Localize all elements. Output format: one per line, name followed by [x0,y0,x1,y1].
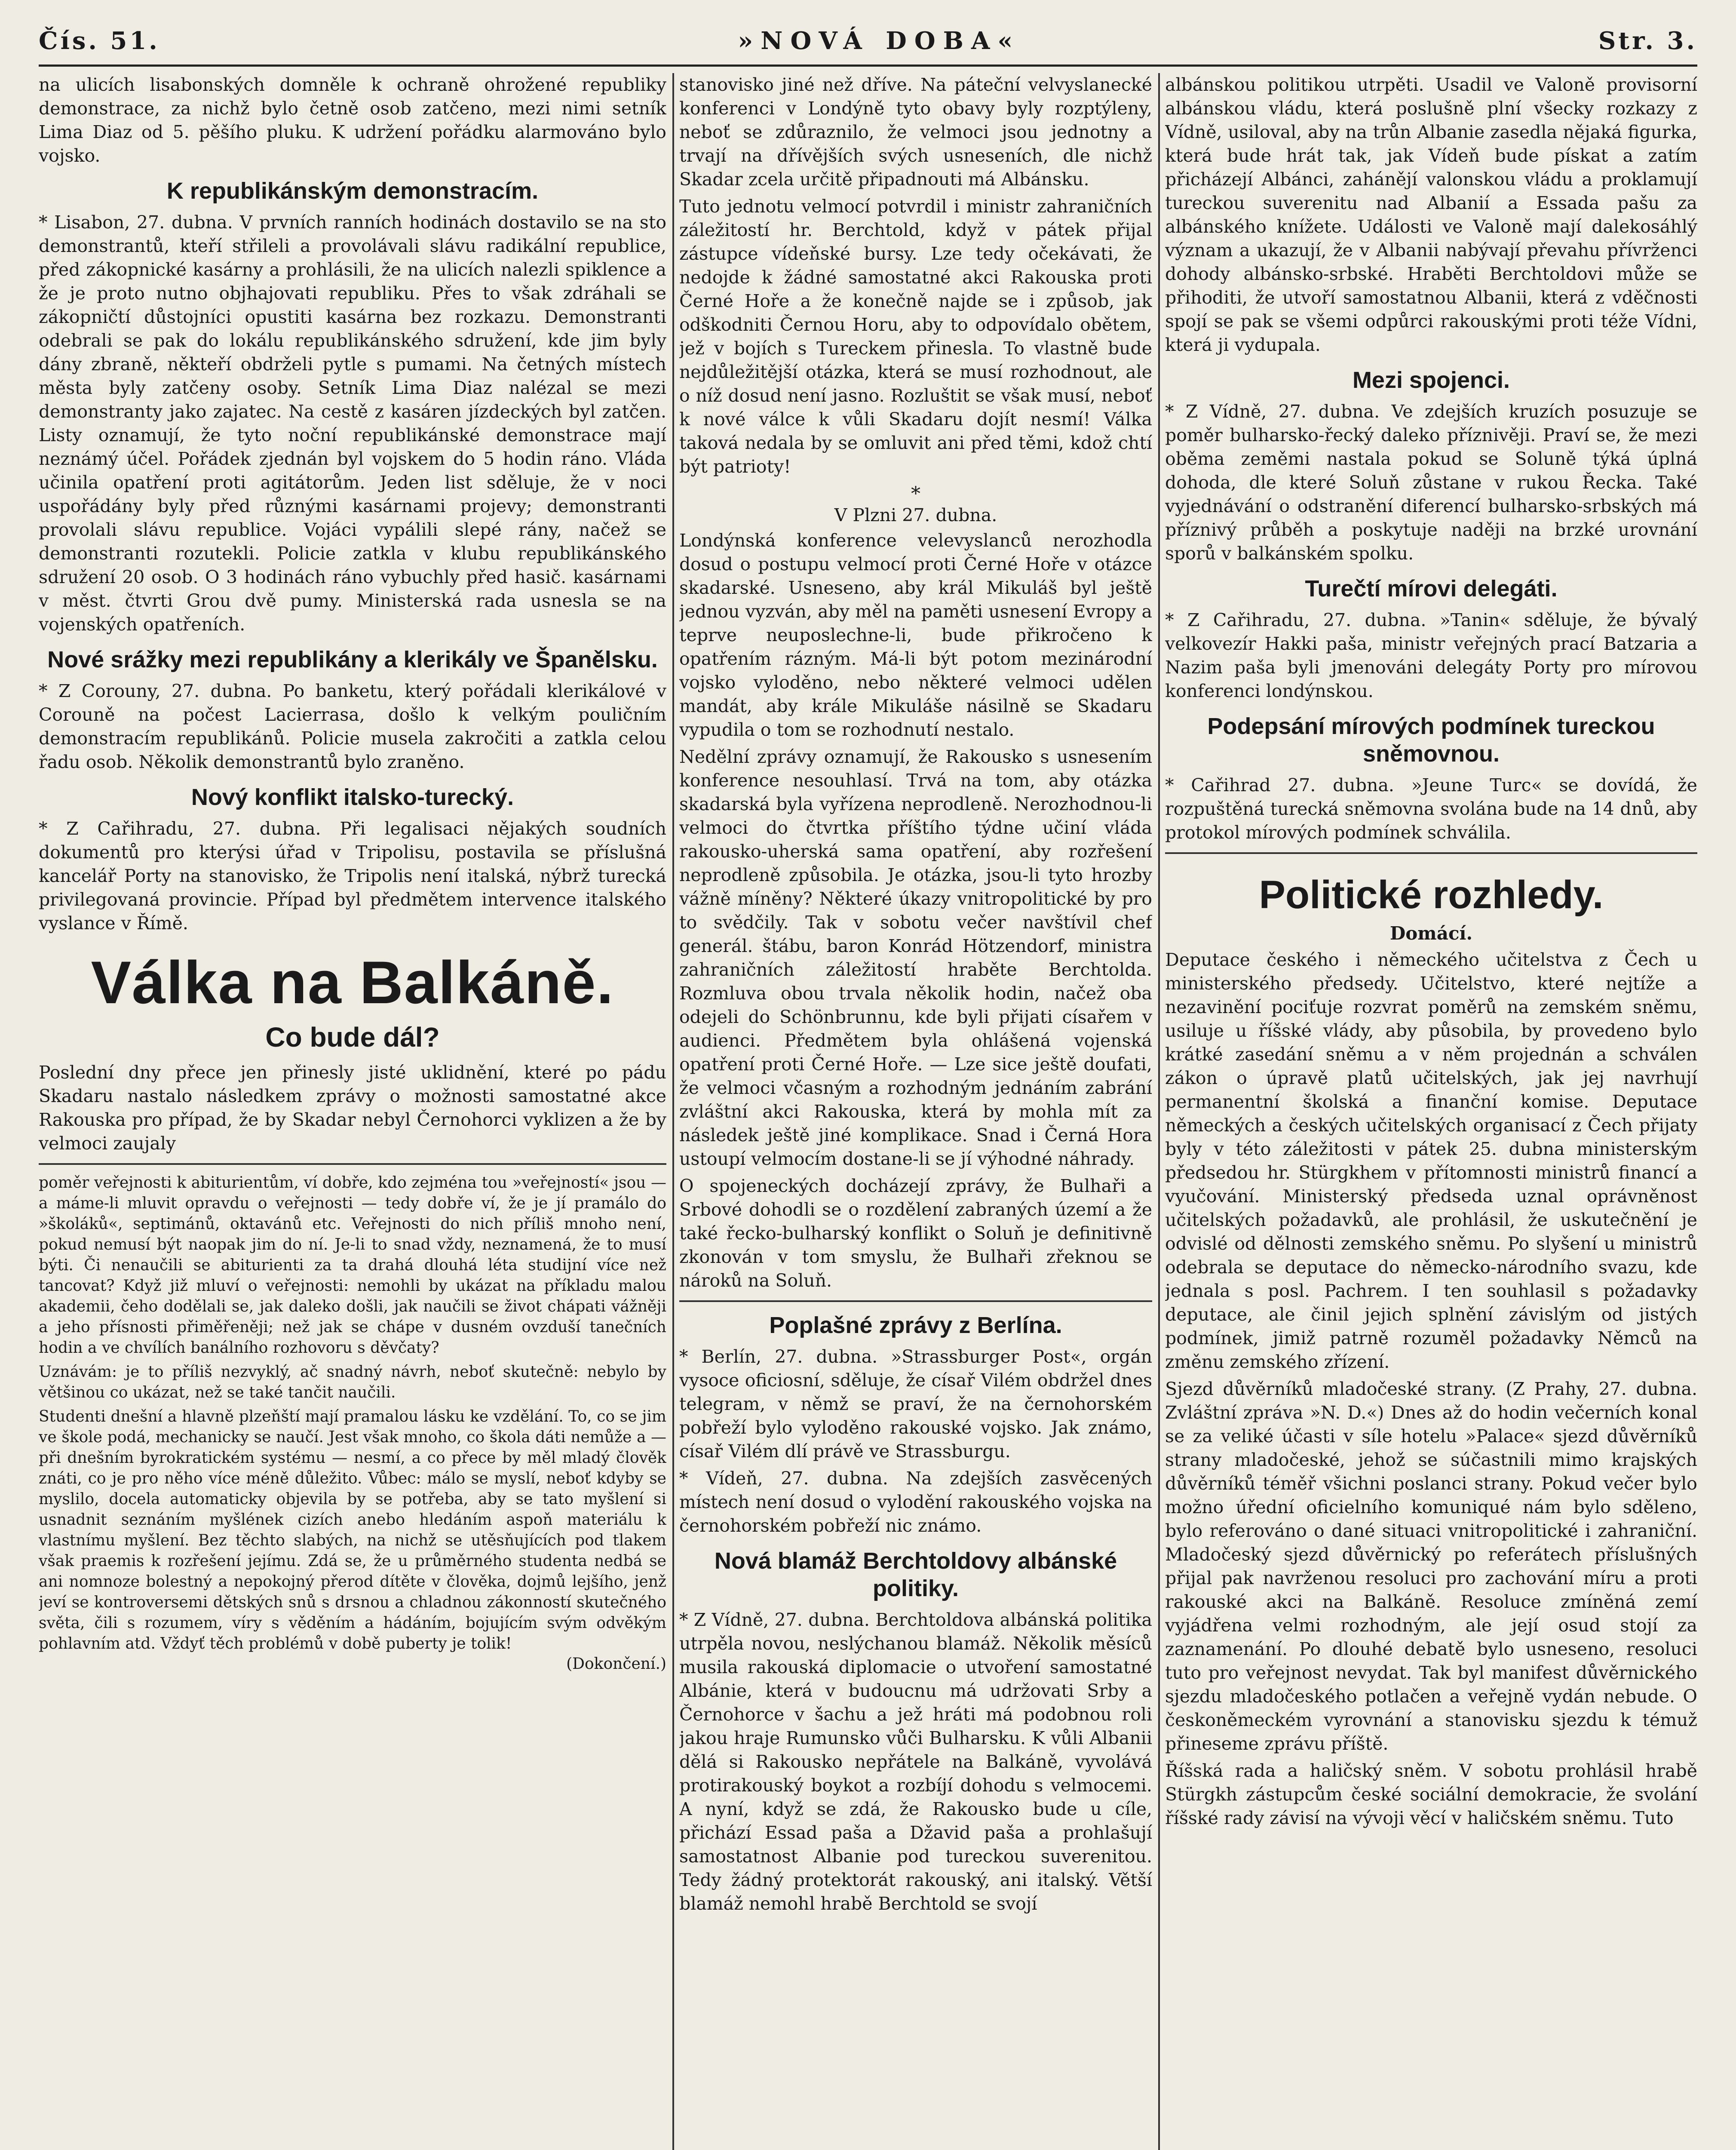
article-text: * Z Vídně, 27. dubna. Berchtoldova albánská politika utrpěla novou, neslýchanou blamáž. Několik měsíců musila rakouská diplomacie o utvoření samostatné Albánie, která v budoucnu má udržovati Srby a Černohorce v šachu a jež hráti má podobnou roli jakou hraje Rumunsko vůči Bulharsku. K vůli Albanii dělá si Rakousko nepřátele na Balkáně, vyvolává protirakouský boykot a rozbíjí dohodu s velmocemi. A nyní, když se zdá, že Rakousko bude u cíle, přichází Essad paša a Džavid paša a prohlašují samostatnost Albanie pod tureckou suverenitou. Tedy žádný protektorát rakouský, ani italský. Větší blamáž nemohl hrabě Berchtold se svojí [679,1609,1152,1914]
article-text: * Z Corouny, 27. dubna. Po banketu, který pořádali klerikálové v Corouně na počest Lacierrasa, došlo k velkým pouličním demonstracím republikánů. Policie musela zakročiti a zatkla celou řadu osob. Několik demonstrantů bylo zraněno. [39,681,666,772]
article-text: Sjezd důvěrníků mladočeské strany. (Z Prahy, 27. dubna. Zvláštní zpráva »N. D.«) Dnes až do hodin večerních konal se za veliké účasti v síle hotelu »Palace« sjezd důvěrníků strany mladočeské, jehož se súčastnili mimo krajských důvěrníků téměř všichni poslanci strany. Pokud večer bylo možno úřední oficielního komuniqué nám bylo sděleno, bylo referováno o dané situaci vnitropolitické i zahraniční. Mladočeský sjezd důvěrnický po referátech příslušných přijal pak navrženou resoluci pro zachování míru a proti rakouské akci na Balkáně. Resoluce zmíněná zemí vyjádřena velmi rozhodným, ale její osud stojí za zaznamenání. Po dlouhé debatě bylo usneseno, resoluci tuto pro veřejnost nevydat. Tak byl manifest důvěrnického sjezdu mladočeského potlačen a veřejně vydán nebude. O českoněmeckém vyrovnání a stanovisku sjezdu k témuž přineseme zprávu příště. [1165,1379,1697,1754]
article-text: albánskou politikou utrpěti. Usadil ve Valoně provisorní albánskou vládu, která poslušně plní všecky rozkazy z Vídně, usiloval, aby na trůn Albanie zasedla nějaká figurka, která bude hrát tak, jak Vídeň bude pískat a zatím přicházejí Albánci, zahánějí valonskou vládu a proklamují tureckou suverenitu nad Albanií a Essada pašu za albánského knížete. Události ve Valoně mají dalekosáhlý význam a ukazují, že v Albanii nabývají převahu přívrženci dohody albánsko-srbské. Hraběti Berchtoldovi může se přihoditi, že utvoří samostatnou Albanii, která z vděčnosti spojí se pak se všemi odpůrci rakouskými proti téže Vídni, která ji vydupala. [1165,74,1697,355]
feuilleton-text: poměr veřejnosti k abiturientům, ví dobře, kdo zejména tou »veřejností« jsou — a máme-li mluvit opravdu o veřejnosti — tedy dobře ví, že je jí pramálo do »školáků«, septimánů, oktavánů etc. Veřejnosti do nich příliš mnoho není, pokud nemusí být naopak jim do ní. Je-li to snad vždy, neznamená, že to musí býti. Či nenaučili se abiturienti za ta drahá dlouhá léta studijní více než tancovat? Když již mluví o veřejnosti: nemohli by ukázat na příkladu malou akademii, čeho dodělali se, jak daleko došli, jak naučili se život chápati vážněji a jeho přísnosti přiměřeněji; než jak se chápe v dusném ovzduší tanečních hodin a ve chvílích banálního rozhovoru s děvčaty? [39,1174,666,1357]
column-divider [1158,73,1160,2150]
section-star: * [911,483,920,505]
column-2 [679,73,1152,2150]
headline-berlin-alarm: Poplašné zprávy z Berlína. [769,1312,1062,1338]
section-political-review: Politické rozhledy. [1259,873,1604,917]
article-text: * Z Cařihradu, 27. dubna. »Tanin« sděluje, že bývalý velkovezír Hakki paša, ministr veřejných prací Batzaria a Nazim paša byli jmenováni delegáty Porty pro mírovou konferenci londýnskou. [1165,610,1697,701]
headline-italo-turkish-conflict: Nový konflikt italsko-turecký. [191,784,514,810]
section-divider [39,1163,666,1165]
masthead [39,17,1697,67]
headline-berchtold-blunder: Nová blamáž Berchtoldovy albánské politiky. [714,1548,1117,1601]
feuilleton-text: Studenti dnešní a hlavně plzeňští mají pramalou lásku ke vzdělání. To, co se jim ve škole podá, mechanicky se naučí. Jest však mnoho, co škola dáti nemůže a — při dnešním byrokratickém systému — nesmí, a co přece by měl mladý člověk znáti, co je pro něho více méně důležito. Vůbec: málo se myslí, neboť kdyby se myslilo, docela automaticky objevila by se potřeba, aby se tato myšlení si usnadnit seznáním myšlének cizích anebo hledáním aspoň materiálu k vlastnímu myšlení. Bez těchto slabých, na nichž se utěsňujících pod tlakem však praemis k rozřešení jejímu. Zdá se, že u průměrného studenta nedbá se ani nomnoze bolestný a nepokojný přerod dítěte v člověka, dojmů lejšího, jenž jeví se kontroversemi dětských snů s drsnou a chladnou zákonností skutečného světa, čili s rozumem, víry s věděním a hádáním, bojujícím svým odvěkým pohlavním atd. Vždyť těch problémů v době puberty je tolik! [39,1408,666,1652]
columns [39,73,1697,2150]
article-text: * Vídeň, 27. dubna. Na zdejších zasvěcených místech není dosud o vylodění rakouského vojska na černohorském pobřeží nic známo. [679,1468,1152,1536]
article-text: stanovisko jiné než dříve. Na páteční velvyslanecké konferenci v Londýně tyto obavy byly rozptýleny, neboť se zdůraznilo, že velmoci jsou jednotny a trvají na dřívějších svých usneseních, dle nichž Skadar zcela určitě připadnouti má Albánsku. [679,74,1152,190]
headline-turkish-delegates: Turečtí mírovi delegáti. [1305,576,1558,602]
section-divider [679,1300,1152,1302]
article-text: * Z Vídně, 27. dubna. Ve zdejších kruzích posuzuje se poměr bulharsko-řecký daleko příznivěji. Praví se, že mezi oběma zeměmi nastala pokud se Soluně týká úplná dohoda, dle které Soluň zůstane v rukou Řecka. Také vyjednávání o odstranění diferencí bulharsko-srbských má příznivý průběh a poskytuje naději na brzké urovnání sporů v balkánském spolku. [1165,401,1697,564]
article-text: Tuto jednotu velmocí potvrdil i ministr zahraničních záležitostí hr. Berchtold, když v pátek přijal zástupce vídeňské bursy. Lze tedy očekávati, že nedojde k žádné samostatné akci Rakouska proti Černé Hoře a že konečně najde se i způsob, jak odškodniti Černou Horu, aby to odpovídalo obětem, jež v bojích s Tureckem přinesla. To vlastně bude nejdůležitější otázka, která se musí rozhodnout, ale o níž dosud není jasno. Rozluštit se však musí, neboť k nové válce k vůli Skadaru dojít nesmí! Válka taková nedala by se omluvit ani před těmi, kdož chtí být patrioty! [679,196,1152,477]
article-text: Poslední dny přece jen přinesly jisté uklidnění, které po pádu Skadaru nastalo následkem zprávy o možnosti samostatné akce Rakouska pro případ, že by Skadar nebyl Černohorci vyklizen a že by velmoci zaujaly [39,1062,666,1154]
headline-among-allies: Mezi spojenci. [1352,367,1510,393]
subheadline-what-next: Co bude dál? [265,1022,440,1053]
headline-republican-demonstrations: K republikánským demonstracím. [166,178,539,204]
newspaper-title: »NOVÁ DOBA« [738,27,1021,55]
subsection-domestic: Domácí. [1389,923,1473,944]
article-continuation: na ulicích lisabonských domněle k ochraně ohrožené republiky demonstrace, za nichž bylo četně osob zatčeno, mezi nimi setník Lima Diaz od 5. pěšího pluku. K udržení pořádku alarmováno bylo vojsko. [39,74,666,166]
column-3 [1165,73,1697,2150]
article-text: * Cařihrad 27. dubna. »Jeune Turc« se dovídá, že rozpuštěná turecká sněmovna svolána bude na 14 dnů, aby protokol mírových podmínek schválila. [1165,775,1697,843]
article-text: Londýnská konference velevyslanců nerozhodla dosud o postupu velmocí proti Černé Hoře v otázce skadarské. Usneseno, aby král Mikuláš byl ještě jednou vyzván, aby měl na paměti usnesení Evropy a teprve neuposlechne-li, bude přikročeno k opatřením rázným. Má-li být potom mezinárodní vojsko vyloděno, nebo některé velmoci udělen mandát, aby krále Mikuláše násilně se Skadaru vypudila o tom se rozhodnutí nestalo. [679,530,1152,740]
headline-balkan-war: Válka na Balkáně. [91,949,614,1016]
article-text: * Z Cařihradu, 27. dubna. Při legalisaci nějakých soudních dokumentů pro kterýsi úřad v Tripolisu, postavila se příslušná kancelář Porty na stanovisko, že Tripolis není italská, nýbrž turecká privilegovaná provincie. Případ byl předmětem intervence italského vyslance v Římě. [39,818,666,934]
headline-spain-clashes: Nové srážky mezi republikány a klerikály ve Španělsku. [47,647,658,673]
article-text: Deputace českého i německého učitelstva z Čech u ministerského předsedy. Učitelstvo, které nejtíže a nezavinění pociťuje rozvrat poměrů na zemském sněmu, usiluje u říšské vlády, aby působila, by provedeno bylo krátké zasedání sněmu a v něm projednán a schválen zákon o úpravě platů učitelských, jak jej navrhují permanentní školská a finanční komise. Deputace německých a českých učitelských organisací z Čech přijaty byly v této záležitosti v pátek 25. dubna ministerským předsedou hr. Stürgkhem v přítomnosti ministrů financí a vyučování. Ministerský předseda uznal oprávněnost učitelských požadavků, ale prohlásil, že uskutečnění je odvislé od dělnosti zemského sněmu. Po slyšení u ministrů odebrala se deputace do německo-národního svazu, kde jednala s posl. Pachrem. I ten souhlasil s požadavky deputace, ale činil jejich splnění závislým od jistých podmínek, jimiž patrně rozuměl požadavky Němců na změnu zemského zřízení. [1165,949,1697,1372]
article-text: O spojeneckých docházejí zprávy, že Bulhaři a Srbové dohodli se o rozdělení zabraných území a že také řecko-bulharský konflikt o Soluň je definitivně zkonován v tom smyslu, že Bulhaři zřeknou se nároků na Soluň. [679,1176,1152,1291]
article-text: * Lisabon, 27. dubna. V prvních ranních hodinách dostavilo se na sto demonstrantů, kteří střileli a provolávali slávu radikální republice, před zákopnické kasárny a prohlásili, že na ulicích nalezli spiklence a že je proto nutno objhajovati republiku. Přes to však zdráhali se zákopničtí důstojníci opustiti kasárna bez rozkazu. Demonstranti odebrali se pak do lokálu republikánského sdružení, kde jim byly dány zbraně, někteří obdrželi pytle s pumami. Na četných místech města byly zatčeny osoby. Setník Lima Diaz nalézal se mezi demonstranty jako zajatec. Na cestě z kasáren jízdeckých byl zatčen. Listy oznamují, že tyto noční republikánské demonstrace mají neznámý účel. Pořádek zjednán byl vojskem do 5 hodin ráno. Vláda učinila opatření proti agitátorům. Jeden list sděluje, že v noci uspořádány byly před různými kasárnami projevy; demonstranti provolali slávu republice. Vojáci vypálili slepé rány, načež se demonstranti rozutekli. Policie zatkla v klubu republikánského sdružení 20 osob. O 3 hodinách ráno vybuchly před hasič. kasárnami v měst. čtvrti Grou dvě pumy. Ministerská rada usnesla se na vojenských opatřeních. [39,212,666,635]
article-text: Říšská rada a haličský sněm. V sobotu prohlásil hrabě Stürgkh zástupcům české sociální demokracie, že svolání říšské rady závisí na vývoji věcí v haličském sněmu. Tuto [1165,1760,1697,1828]
feuilleton-text: Uznávám: je to příliš nezvyklý, ač snadný návrh, neboť skutečně: nebylo by většinou co ukázat, než se také tančit naučili. [39,1363,666,1401]
article-text: * Berlín, 27. dubna. »Strassburger Post«, orgán vysoce oficiosní, sděluje, že císař Vilém obdržel dnes telegram, v němž se praví, že na černohorském pobřeží bylo vyloděno rakouské vojsko. Jak známo, císař Vilém dlí právě ve Strassburgu. [679,1346,1152,1462]
column-divider [672,73,674,2150]
section-divider [1165,852,1697,854]
column-1 [39,73,666,2150]
headline-peace-terms: Podepsání mírových podmínek tureckou sněmovnou. [1207,713,1655,767]
article-text: Nedělní zprávy oznamují, že Rakousko s usnesením konference nesouhlasí. Trvá na tom, aby otázka skadarská byla vyřízena neprodleně. Nerozhodnou-li velmoci do čtvrtka příštího týdne učiní vláda rakousko-uherská sama opatření, aby rozřešení neprodleně způsobila. Je otázka, jsou-li tyto hrozby vážně míněny? Některé úkazy vnitropolitické by pro to svědčily. Tak v sobotu večer navštívil chef generál. štábu, baron Konrád Hötzendorf, ministra zahraničních záležitostí hraběte Berchtolda. Rozmluva obou trvala několik hodin, načež oba odejeli do Schönbrunnu, kde byli přijati císařem v audienci. Předmětem byla ohlášená vojenská opatření proti Černé Hoře. — Lze sice ještě doufati, že velmoci včasným a rozhodným jednáním zabrání zvláštní akci Rakouska, která by mohla mít za následek ještě jiné komplikace. Snad i Černá Hora ustoupí velmocím dostane-li se jí výhodné náhrady. [679,746,1152,1169]
issue-number: Čís. 51. [39,27,160,55]
page-number: Str. 3. [1598,27,1697,55]
dateline: V Plzni 27. dubna. [834,505,997,525]
to-be-continued: (Dokončení.) [566,1655,666,1673]
